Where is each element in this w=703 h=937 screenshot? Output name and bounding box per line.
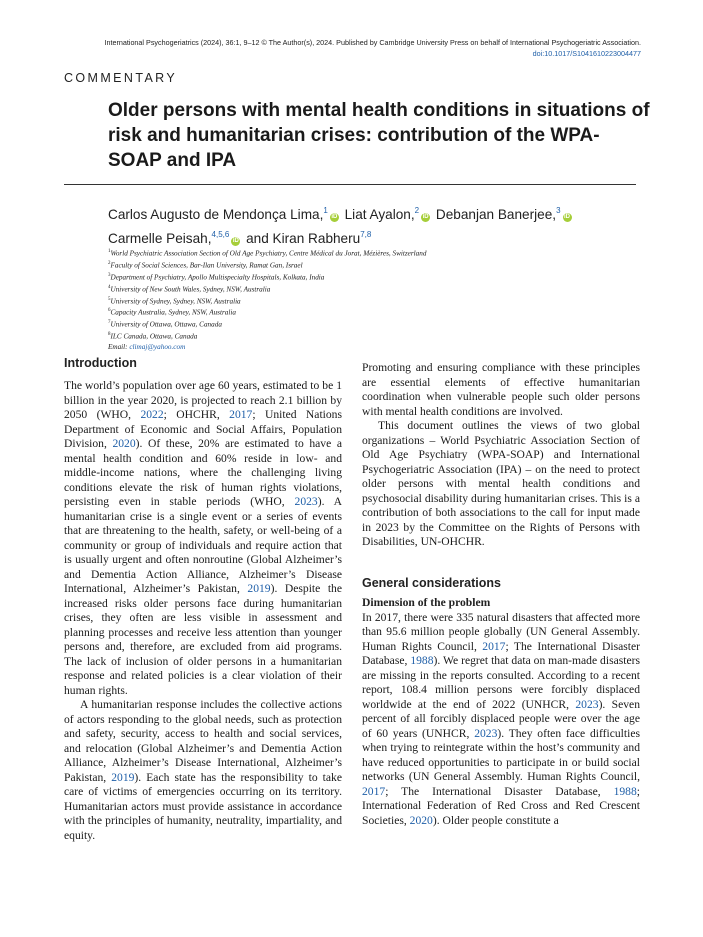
affiliation-item: $^1$World Psychiatric Association Section of Old Age Psychiatry, Centre Médical du Jorat, Mézières, Switzerland: [108, 249, 427, 258]
text-run: This document outlines the views of two global organizations – World Psychiatric Association Section of Old Age Psychiatry (WPA-SOAP) and International Psychogeriatric Association (IPA) – on the need to protect older persons with mental health conditions and psychosocial disability during humanitarian crises. This is a contribution of both associations to the call for input made in 2023 by the Committee on the Rights of Persons with Disabilities, UN-OHCHR.: [362, 419, 640, 548]
author-list: [108, 201, 648, 249]
text-run: ; The International Disaster Database,: [385, 784, 614, 798]
subsection-heading: Dimension of the problem: [362, 595, 491, 609]
citation-link[interactable]: 2017: [362, 784, 386, 798]
author-affil-sup[interactable]: 2: [414, 206, 420, 215]
citation-link[interactable]: 2019: [247, 582, 271, 595]
text-run: ). Despite the increased risks older persons face during humanitarian crises, they often are less visible in assessment and planning processes and receive less attention than younger persons and, therefore, are excluded from aid programs. The lack of inclusion of older persons in a humanitarian response and related policies is a clear violation of their human rights.: [64, 582, 342, 697]
affiliation-item: $^2$Faculty of Social Sciences, Bar-Ilan University, Ramat Gan, Israel: [108, 260, 303, 270]
text-run: ). We regret that data on man-made disasters are missing in the reports consulted. According to a recent report, 108.4 million persons were forcibly displaced worldwide at the end of 2022 (UNHCR,: [362, 654, 640, 711]
corresponding-email: Email: climaj@yahoo.com: [108, 343, 186, 352]
citation-link[interactable]: 2020: [409, 813, 433, 827]
author-name: and Kiran Rabheru: [246, 231, 361, 246]
orcid-icon[interactable]: iD: [232, 238, 239, 244]
text-run: ). Each state has the responsibility to take care of victims of emergencies occurring on its territory. Humanitarian actors must provide assistance in accordance with the principles of humanity, neutrality, impartiality, and equity.: [64, 770, 342, 842]
citation-link[interactable]: 2017: [482, 639, 506, 653]
text-run: The world’s population over age 60 years, estimated to be 1 billion in the year 2020, is projected to reach 2.1 billion by 2050 (WHO,: [64, 379, 342, 421]
affiliation-item: $^8$ILC Canada, Ottawa, Canada: [108, 332, 198, 341]
orcid-icon[interactable]: iD: [331, 214, 338, 220]
author-affil-sup[interactable]: 4,5,6: [211, 230, 230, 239]
email-link[interactable]: climaj@yahoo.com: [129, 343, 186, 352]
body-paragraph: [362, 361, 640, 419]
body-paragraph: [362, 419, 640, 550]
citation-link[interactable]: 1988: [410, 654, 434, 667]
left-column: [64, 356, 342, 843]
section-heading-general: General considerations: [362, 575, 501, 590]
citation-link[interactable]: 2019: [111, 770, 135, 784]
citation-link[interactable]: 2023: [474, 726, 498, 740]
text-run: ). They often face difficulties when trying to reintegrate within the host’s community and have reduced opportunities to participate in or build social networks (UN General Assembly. Human Rights Council,: [362, 726, 640, 783]
title-divider: [64, 184, 636, 185]
article-title: Older persons with mental health conditions in situations of risk and humanitarian crises: contribution of the WPA-SOAP and IPA: [108, 100, 650, 171]
text-run: ; The International Disaster Database,: [362, 639, 640, 667]
citation-link[interactable]: 1988: [613, 784, 637, 798]
affiliation-list: [108, 247, 628, 353]
text-run: ; United Nations Department of Economic and Social Affairs, Population Division,: [64, 408, 342, 450]
text-run: In 2017, there were 335 natural disasters that affected more than 95.6 million people globally (UN General Assembly. Human Rights Council,: [362, 610, 640, 653]
affiliation-item: $^6$Capacity Australia, Sydney, NSW, Australia: [108, 308, 236, 317]
text-run: ). Of these, 20% are estimated to have a mental health condition and 60% reside in low- and middle-income nations, where the challenging living conditions elevate the risk of human rights violations, persisting even in stable periods (WHO,: [64, 437, 342, 508]
text-run: ). Seven percent of all forcibly displaced people were over the age of 60 years (UNHCR,: [362, 697, 640, 740]
affiliation-item: $^3$Department of Psychiatry, Apollo Multispecialty Hospitals, Kolkata, India: [108, 272, 325, 282]
author-name: Debanjan Banerjee,: [435, 207, 557, 222]
author-affil-sup[interactable]: 1: [323, 206, 328, 215]
journal-citation: [104, 37, 641, 59]
author-name: Carlos Augusto de Mendonça Lima,: [108, 207, 324, 222]
affiliation-item: $^7$University of Ottawa, Ottawa, Canada: [108, 320, 222, 329]
body-paragraph: [64, 379, 342, 698]
text-run: ; International Federation of Red Cross and Red Crescent Societies,: [362, 784, 640, 827]
citation-link[interactable]: 2023: [575, 697, 599, 711]
text-run: Promoting and ensuring compliance with these principles are essential elements of effective humanitarian coordination when vulnerable people such older persons with mental health conditions are involved.: [362, 361, 640, 418]
section-heading-introduction: Introduction: [64, 356, 137, 370]
body-paragraph: [362, 611, 640, 829]
text-run: ; OHCHR,: [163, 408, 230, 421]
author-name: Carmelle Peisah,: [108, 231, 212, 246]
citation-link[interactable]: 2020: [112, 437, 136, 450]
orcid-icon[interactable]: iD: [564, 214, 571, 220]
affiliation-item: $^5$University of Sydney, Sydney, NSW, Australia: [108, 296, 241, 305]
affiliation-item: $^4$University of New South Wales, Sydney, NSW, Australia: [108, 284, 271, 294]
doi-link[interactable]: doi:10.1017/S1041610223004477: [532, 49, 641, 58]
article-type: COMMENTARY: [64, 71, 178, 85]
right-column: [362, 361, 640, 828]
citation-link[interactable]: 2017: [229, 408, 253, 421]
author-name: Liat Ayalon,: [344, 207, 415, 222]
text-run: A humanitarian response includes the collective actions of actors responding to the global needs, such as protection and safety, security, access to health and social services, and relocation (Global Alzheimer’s and Dementia Action Alliance, Alzheimer’s Disease International, Alzheimer’s Pakistan,: [64, 698, 342, 784]
citation-line: International Psychogeriatrics (2024), 36:1, 9–12 © The Author(s), 2024. Published by Cambridge University Press on behalf of International Psychogeriatric Association.: [104, 38, 641, 47]
citation-link[interactable]: 2023: [294, 495, 318, 508]
orcid-icon[interactable]: iD: [422, 214, 429, 220]
body-paragraph: [64, 698, 342, 843]
author-affil-sup[interactable]: 3: [556, 206, 561, 215]
citation-link[interactable]: 2022: [140, 408, 164, 421]
text-run: ). A humanitarian crise is a single event or a series of events that are threatening to the health, safety, or well-being of a community or group of individuals and require action that is usually urgent and often nonroutine (Global Alzheimer’s and Dementia Action Alliance, Alzheimer’s Disease International, Alzheimer’s Pakistan,: [64, 495, 343, 595]
text-run: ). Older people constitute a: [432, 813, 559, 827]
author-affil-sup[interactable]: 7,8: [360, 230, 372, 239]
